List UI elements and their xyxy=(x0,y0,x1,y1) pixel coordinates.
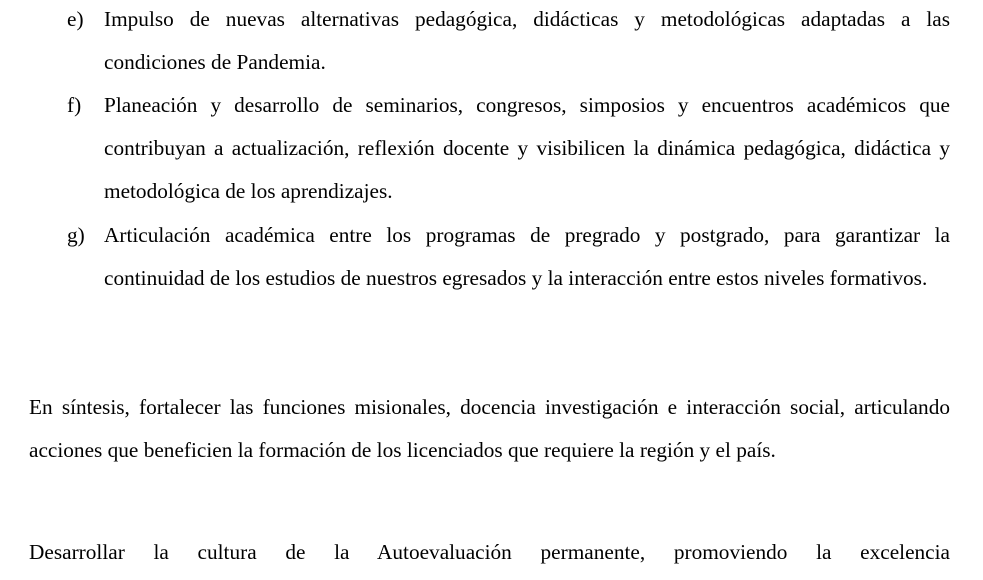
list-item-text: Impulso de nuevas alternativas pedagógica, didácticas y metodológicas adaptadas a las condiciones de Pandemia. xyxy=(104,7,950,74)
summary-paragraph: En síntesis, fortalecer las funciones misionales, docencia investigación e interacción social, articulando acciones que beneficien la formación de los licenciados que requiere la región y el país. xyxy=(29,395,950,462)
list-item-marker: f) xyxy=(67,93,82,117)
list-item-text: Articulación académica entre los programas de pregrado y postgrado, para garantizar la continuidad de los estudios de nuestros egresados y la interacción entre estos niveles formativos. xyxy=(104,223,950,290)
list-item-text: Planeación y desarrollo de seminarios, congresos, simposios y encuentros académicos que contribuyan a actualización, reflexión docente y visibilicen la dinámica pedagógica, didáctica y metodológica de los aprendizajes. xyxy=(104,93,950,203)
list-item-marker: g) xyxy=(67,223,85,247)
closing-paragraph: Desarrollar la cultura de la Autoevaluación permanente, promoviendo la excelencia xyxy=(29,540,950,564)
list-item-marker: e) xyxy=(67,7,84,31)
